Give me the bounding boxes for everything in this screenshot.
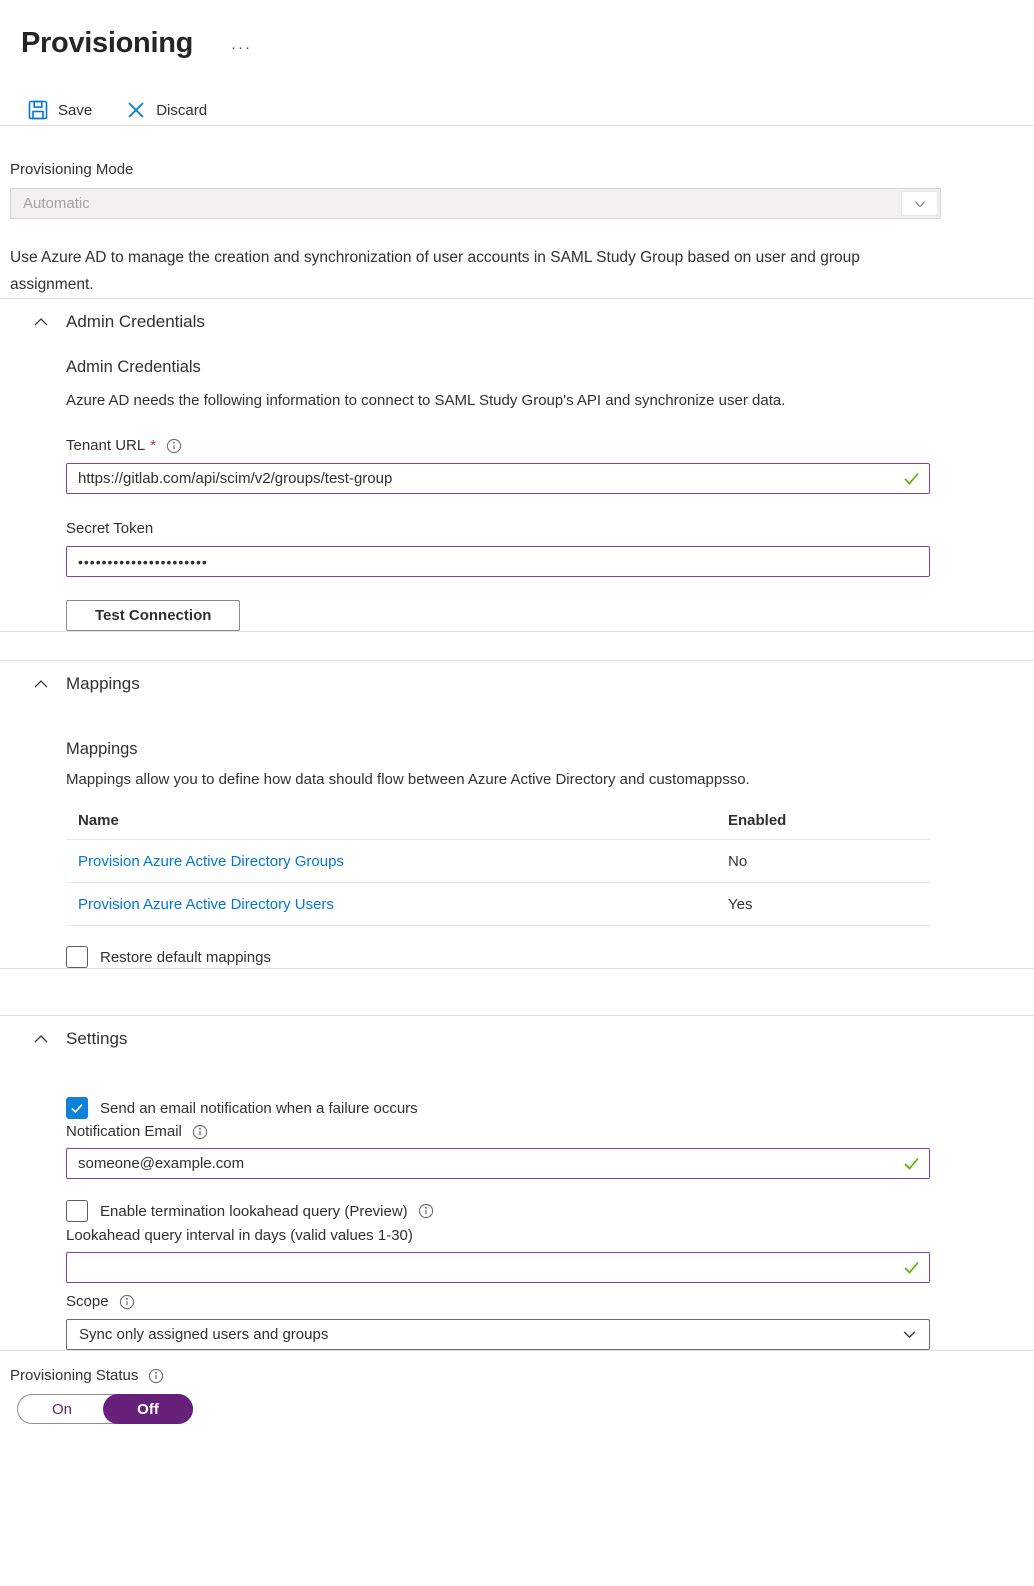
toggle-off-option[interactable]: Off xyxy=(103,1394,193,1424)
more-menu-button[interactable]: ··· xyxy=(231,38,253,56)
provisioning-status-block xyxy=(10,1367,1034,1454)
secret-token-input[interactable] xyxy=(66,546,930,577)
restore-default-mappings-checkbox[interactable] xyxy=(66,946,88,968)
provisioning-mode-description: Use Azure AD to manage the creation and synchronization of user accounts in SAML Study Group based on user and group assignment. xyxy=(10,249,860,293)
mappings-section-title: Mappings xyxy=(66,673,140,693)
email-notification-row xyxy=(66,1097,930,1119)
notification-email-label: Notification Email xyxy=(66,1123,182,1140)
mappings-table xyxy=(66,802,930,926)
notification-email-input-wrap xyxy=(66,1148,930,1179)
save-button[interactable] xyxy=(28,100,92,120)
secret-token-label: Secret Token xyxy=(66,520,154,537)
restore-default-mappings-row xyxy=(66,946,930,968)
valid-check-icon xyxy=(903,470,920,487)
tenant-url-input-wrap xyxy=(66,463,930,494)
required-asterisk: * xyxy=(150,437,157,454)
mapping-link-groups[interactable]: Provision Azure Active Directory Groups xyxy=(78,852,344,870)
info-icon[interactable] xyxy=(148,1368,164,1384)
secret-token-input-wrap xyxy=(66,546,930,577)
toggle-on-option[interactable]: On xyxy=(51,1400,72,1418)
restore-default-mappings-label: Restore default mappings xyxy=(100,948,271,966)
scope-select-value: Sync only assigned users and groups xyxy=(79,1326,329,1343)
valid-check-icon xyxy=(903,1259,920,1276)
info-icon[interactable] xyxy=(418,1203,434,1219)
tenant-url-label: Tenant URL xyxy=(66,437,146,454)
provisioning-mode-label: Provisioning Mode xyxy=(10,161,134,178)
chevron-up-icon xyxy=(33,315,49,329)
lookahead-interval-input-wrap xyxy=(66,1252,930,1283)
notification-email-input[interactable] xyxy=(66,1148,930,1179)
lookahead-interval-label-row xyxy=(66,1227,930,1244)
save-icon xyxy=(28,100,48,120)
lookahead-query-checkbox[interactable] xyxy=(66,1200,88,1222)
chevron-up-icon xyxy=(33,1032,49,1046)
mappings-table-header xyxy=(66,802,930,839)
discard-button[interactable] xyxy=(126,100,207,120)
column-header-name: Name xyxy=(78,812,119,829)
valid-check-icon xyxy=(903,1155,920,1172)
page-header xyxy=(0,0,1034,60)
email-notification-label: Send an email notification when a failure occurs xyxy=(100,1099,418,1117)
discard-x-icon xyxy=(126,100,146,120)
provisioning-mode-value: Automatic xyxy=(23,195,90,212)
settings-section-header[interactable] xyxy=(0,1016,1034,1061)
scope-label: Scope xyxy=(66,1293,109,1310)
test-connection-button[interactable]: Test Connection xyxy=(66,600,240,631)
mappings-description: Mappings allow you to define how data should flow between Azure Active Directory and customappsso. xyxy=(66,771,750,788)
chevron-down-icon xyxy=(901,191,938,216)
lookahead-query-row xyxy=(66,1200,930,1222)
column-header-enabled: Enabled xyxy=(728,812,787,829)
admin-credentials-section-title: Admin Credentials xyxy=(66,311,205,331)
discard-button-label: Discard xyxy=(156,101,208,119)
table-row xyxy=(66,882,930,926)
chevron-down-icon xyxy=(892,1322,927,1347)
chevron-up-icon xyxy=(33,677,49,691)
info-icon[interactable] xyxy=(166,438,182,454)
check-icon xyxy=(70,1101,84,1115)
admin-credentials-section-header[interactable] xyxy=(0,299,1034,344)
toolbar-divider xyxy=(0,125,1034,126)
provisioning-status-toggle xyxy=(17,1394,193,1424)
page-title: Provisioning xyxy=(21,27,194,59)
provisioning-mode-select xyxy=(10,188,941,219)
scope-select[interactable] xyxy=(66,1319,930,1350)
info-icon[interactable] xyxy=(119,1294,135,1310)
email-notification-checkbox[interactable] xyxy=(66,1097,88,1119)
mappings-section-header[interactable] xyxy=(0,661,1034,706)
mappings-content xyxy=(66,740,930,968)
mapping-enabled-value: Yes xyxy=(728,895,753,913)
mappings-subheader: Mappings xyxy=(66,740,138,758)
mapping-enabled-value: No xyxy=(728,852,748,870)
settings-content xyxy=(66,1097,930,1350)
lookahead-interval-input[interactable] xyxy=(66,1252,930,1283)
scope-label-row xyxy=(66,1293,930,1310)
mapping-link-users[interactable]: Provision Azure Active Directory Users xyxy=(78,895,334,913)
command-bar xyxy=(0,95,1034,125)
save-button-label: Save xyxy=(58,101,93,119)
notification-email-label-row xyxy=(66,1123,930,1140)
lookahead-interval-label: Lookahead query interval in days (valid values 1-30) xyxy=(66,1227,413,1244)
settings-section-title: Settings xyxy=(66,1028,128,1048)
table-row xyxy=(66,839,930,882)
info-icon[interactable] xyxy=(192,1124,208,1140)
admin-credentials-description: Azure AD needs the following information to connect to SAML Study Group's API and synchronize user data. xyxy=(66,392,786,409)
secret-token-label-row xyxy=(66,520,930,537)
tenant-url-input[interactable] xyxy=(66,463,930,494)
status-divider xyxy=(0,1350,1034,1351)
provisioning-status-label: Provisioning Status xyxy=(10,1367,139,1384)
provisioning-status-label-row xyxy=(10,1367,1034,1384)
tenant-url-label-row xyxy=(66,437,930,454)
admin-credentials-content xyxy=(66,358,930,631)
lookahead-query-label: Enable termination lookahead query (Preview) xyxy=(100,1202,408,1220)
admin-credentials-subheader: Admin Credentials xyxy=(66,358,201,376)
